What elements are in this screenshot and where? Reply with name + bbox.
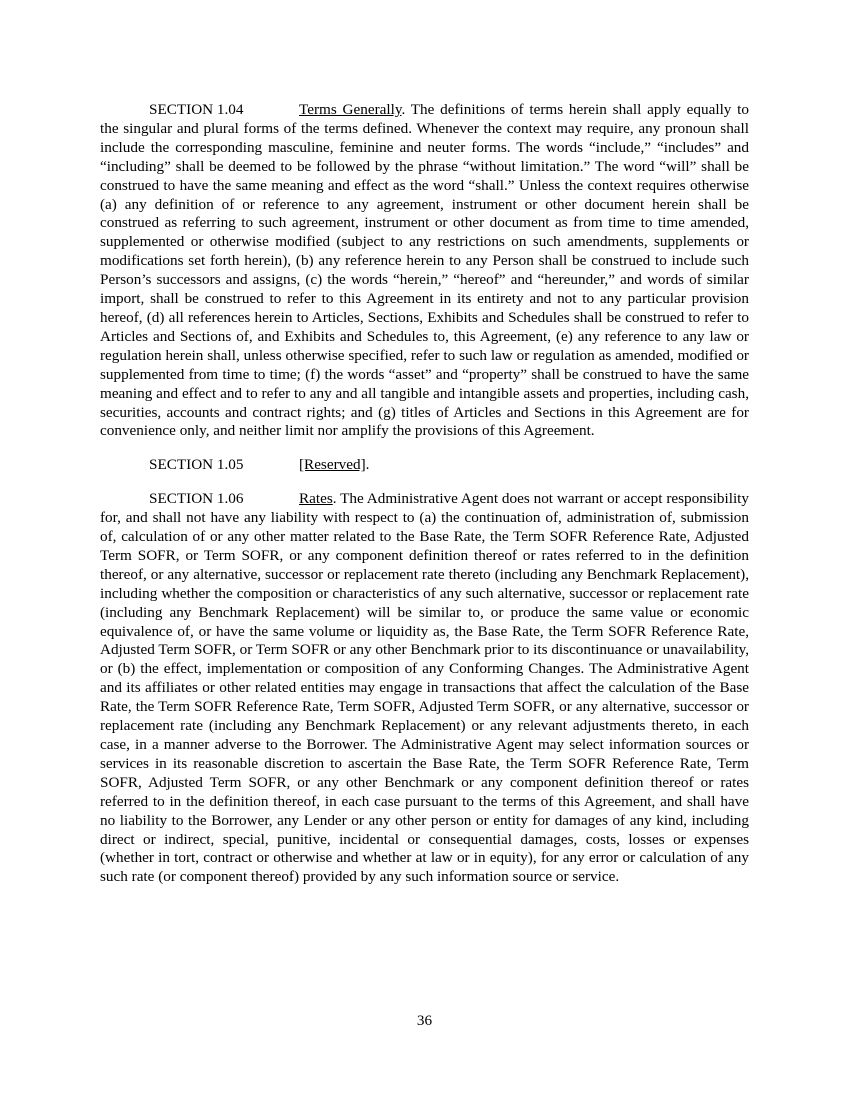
section-body: . The definitions of terms herein shall apply equally to the singular and plural forms of the terms defined. Whenever the context may require, any pronoun shall include the corresponding masculine, feminine and neuter forms. The words “include,” “includes” and “including” shall be deemed to be followed by the phrase “without limitation.” The word “will” shall be construed to have the same meaning and effect as the word “shall.” Unless the context requires otherwise (a) any definition of or reference to any agreement, instrument or other document herein shall be construed as referring to such agreement, instrument or other document as from time to time amended, supplemented or otherwise modified (subject to any restrictions on such amendments, supplements or modifications set forth herein), (b) any reference herein to any Person shall be construed to include such Person’s successors and assigns, (c) the words “herein,” “hereof” and “hereunder,” and words of similar import, shall be construed to refer to this Agreement in its entirety and not to any particular provision hereof, (d) all references herein to Articles, Sections, Exhibits and Schedules shall be construed to refer to Articles and Sections of, and Exhibits and Schedules to, this Agreement, (e) any reference to any law or regulation herein shall, unless otherwise specified, refer to such law or regulation as amended, modified or supplemented from time to time; (f) the words “asset” and “property” shall be construed to have the same meaning and effect and to refer to any and all tangible and intangible assets and properties, including cash, securities, accounts and contract rights; and (g) titles of Articles and Sections in this Agreement are for convenience only, and neither limit nor amplify the provisions of this Agreement. bbox=[100, 101, 749, 440]
section-label: SECTION 1.05 bbox=[149, 456, 244, 474]
section-body: . The Administrative Agent does not warrant or accept responsibility for, and shall not have any liability with respect to (a) the continuation of, administration of, submission of, calculation of or any other matter related to the Base Rate, the Term SOFR Reference Rate, Adjusted Term SOFR, or Term SOFR, or any component definition thereof or rates referred to in the definition thereof, or any alternative, successor or replacement rate thereto (including any Benchmark Replacement), including whether the composition or characteristics of any such alternative, successor or replacement rate (including any Benchmark Replacement) will be similar to, or produce the same value or economic equivalence of, or have the same volume or liquidity as, the Base Rate, the Term SOFR Reference Rate, Adjusted Term SOFR, or Term SOFR or any other Benchmark prior to its discontinuance or unavailability, or (b) the effect, implementation or composition of any Conforming Changes. The Administrative Agent and its affiliates or other related entities may engage in transactions that affect the calculation of the Base Rate, the Term SOFR Reference Rate, Term SOFR, Adjusted Term SOFR, or any alternative, successor or replacement rate (including any Benchmark Replacement) or any relevant adjustments thereto, in each case, in a manner adverse to the Borrower. The Administrative Agent may select information sources or services in its reasonable discretion to ascertain the Base Rate, the Term SOFR Reference Rate, Term SOFR, Adjusted Term SOFR, or any other Benchmark or any component definition thereof or rates referred to in the definition thereof, in each case pursuant to the terms of this Agreement, and shall have no liability to the Borrower, any Lender or any other person or entity for damages of any kind, including direct or indirect, special, punitive, incidental or consequential damages, costs, losses or expenses (whether in tort, contract or otherwise and whether at law or in equity), for any error or calculation of any such rate (or component thereof) provided by any such information source or service. bbox=[100, 490, 749, 886]
section-body: . bbox=[365, 456, 370, 474]
section-1-04 bbox=[100, 101, 749, 441]
section-1-06 bbox=[100, 490, 749, 887]
section-label: SECTION 1.06 bbox=[149, 490, 244, 508]
page-number: 36 bbox=[416, 1012, 433, 1029]
document-page bbox=[100, 101, 749, 902]
section-label: SECTION 1.04 bbox=[149, 101, 244, 118]
section-caption: Rates bbox=[299, 490, 333, 508]
section-caption: [Reserved] bbox=[299, 456, 366, 474]
section-caption: Terms Generally bbox=[299, 101, 402, 118]
section-1-05 bbox=[100, 456, 749, 475]
